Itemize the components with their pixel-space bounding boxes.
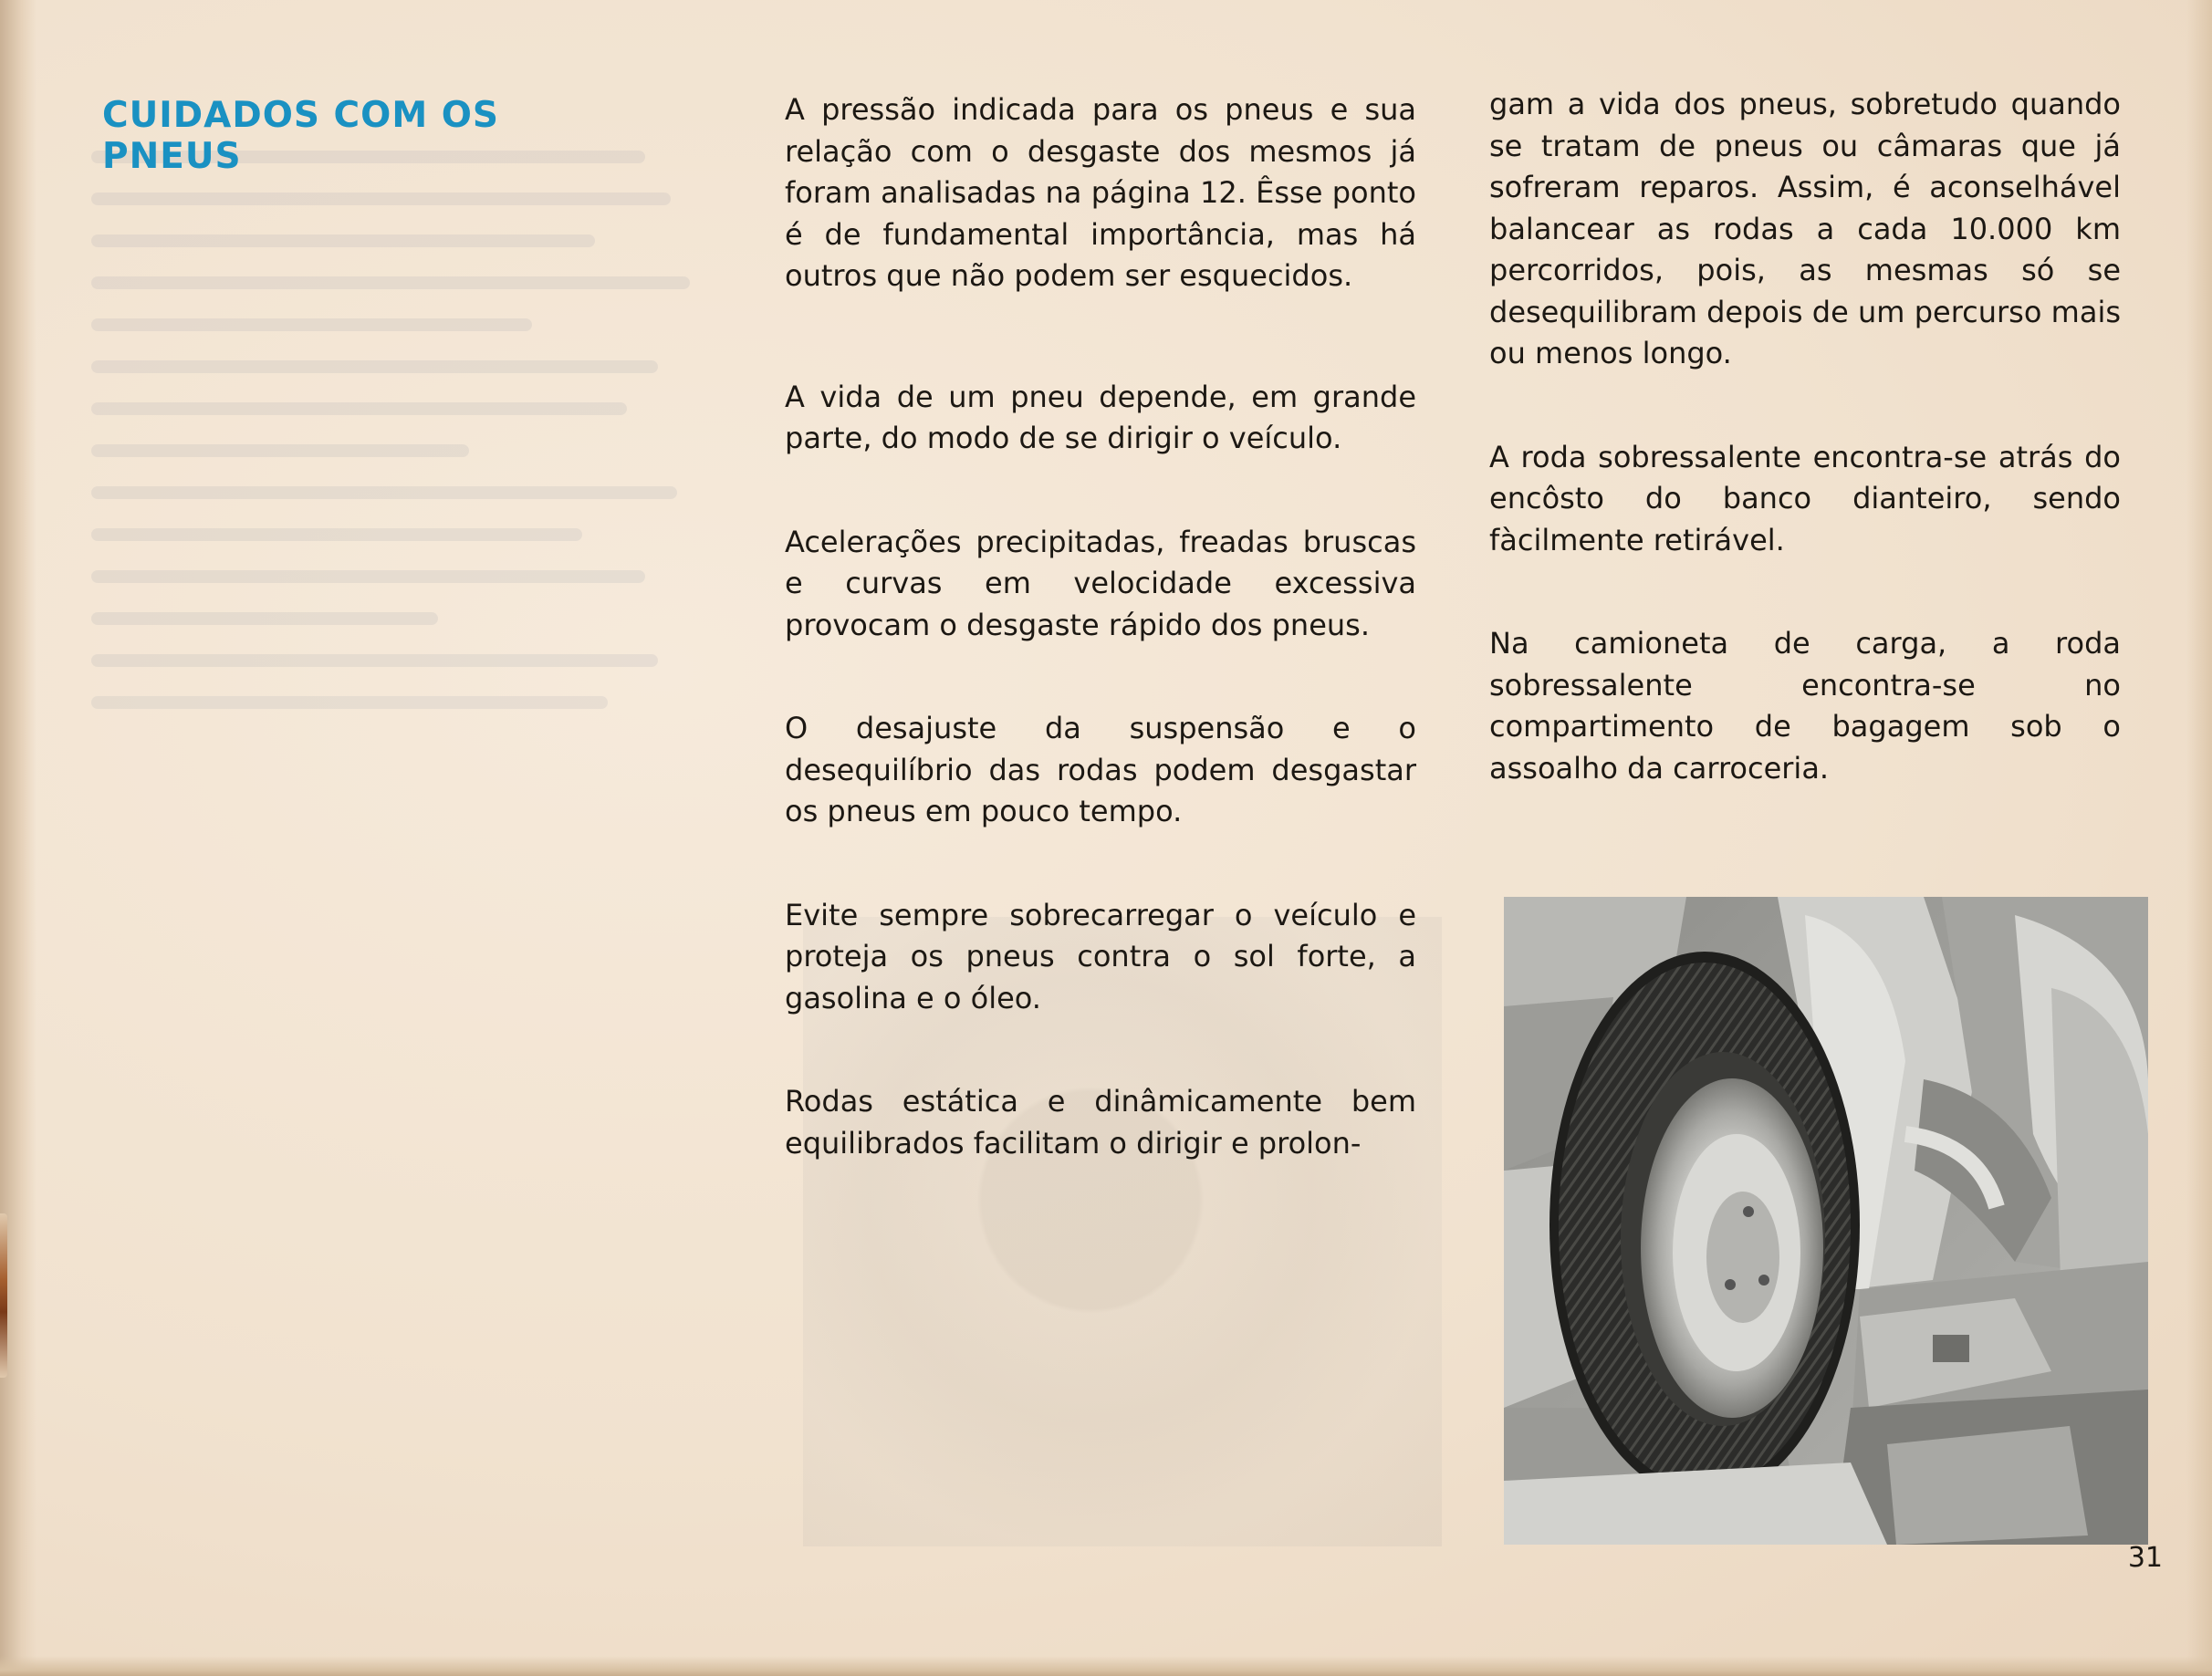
page-binding-shadow (0, 0, 37, 1676)
spare-wheel-photo (1504, 897, 2148, 1545)
paragraph: A vida de um pneu depende, em grande parte, do modo de se dirigir o veículo. (785, 379, 1416, 455)
binding-mark (0, 1213, 7, 1378)
page-edge-bottom (0, 1656, 2212, 1676)
paragraph: Acelerações precipitadas, freadas bruscas e curvas em velocidade excessiva provocam o desgaste rápido dos pneus. (785, 524, 1416, 642)
section-title: CUIDADOS COM OS PNEUS (102, 95, 499, 177)
show-through-text (91, 151, 721, 789)
text-column-middle (785, 89, 1416, 1164)
text-column-right (1489, 84, 2121, 789)
page-edge-right (2186, 0, 2212, 1676)
paragraph: Evite sempre sobrecarregar o veículo e proteja os pneus contra o sol forte, a gasolina e o óleo. (785, 897, 1416, 1015)
paragraph: A pressão indicada para os pneus e sua relação com o desgaste dos mesmos já foram analisadas na página 12. Êsse ponto é de fundamental importância, mas há outros que não podem ser esquecidos. (785, 92, 1416, 293)
paragraph: A roda sobressalente encontra-se atrás do encôsto do banco dianteiro, sendo fàcilmente retirável. (1489, 439, 2121, 557)
paragraph: O desajuste da suspensão e o desequilíbrio das rodas podem desgastar os pneus em pouco tempo. (785, 711, 1416, 828)
paragraph: gam a vida dos pneus, sobretudo quando se tratam de pneus ou câmaras que já sofreram reparos. Assim, é aconselhável balancear as rodas a cada 10.000 km percorridos, pois, as mesmas só se desequilibram depois de um percurso mais ou menos longo. (1489, 87, 2121, 370)
paragraph: Rodas estática e dinâmicamente bem equilibrados facilitam o dirigir e prolon- (785, 1084, 1416, 1161)
page-number: 31 (2127, 1542, 2163, 1574)
paragraph: Na camioneta de carga, a roda sobressalente encontra-se no compartimento de bagagem sob o assoalho da carroceria. (1489, 626, 2121, 786)
